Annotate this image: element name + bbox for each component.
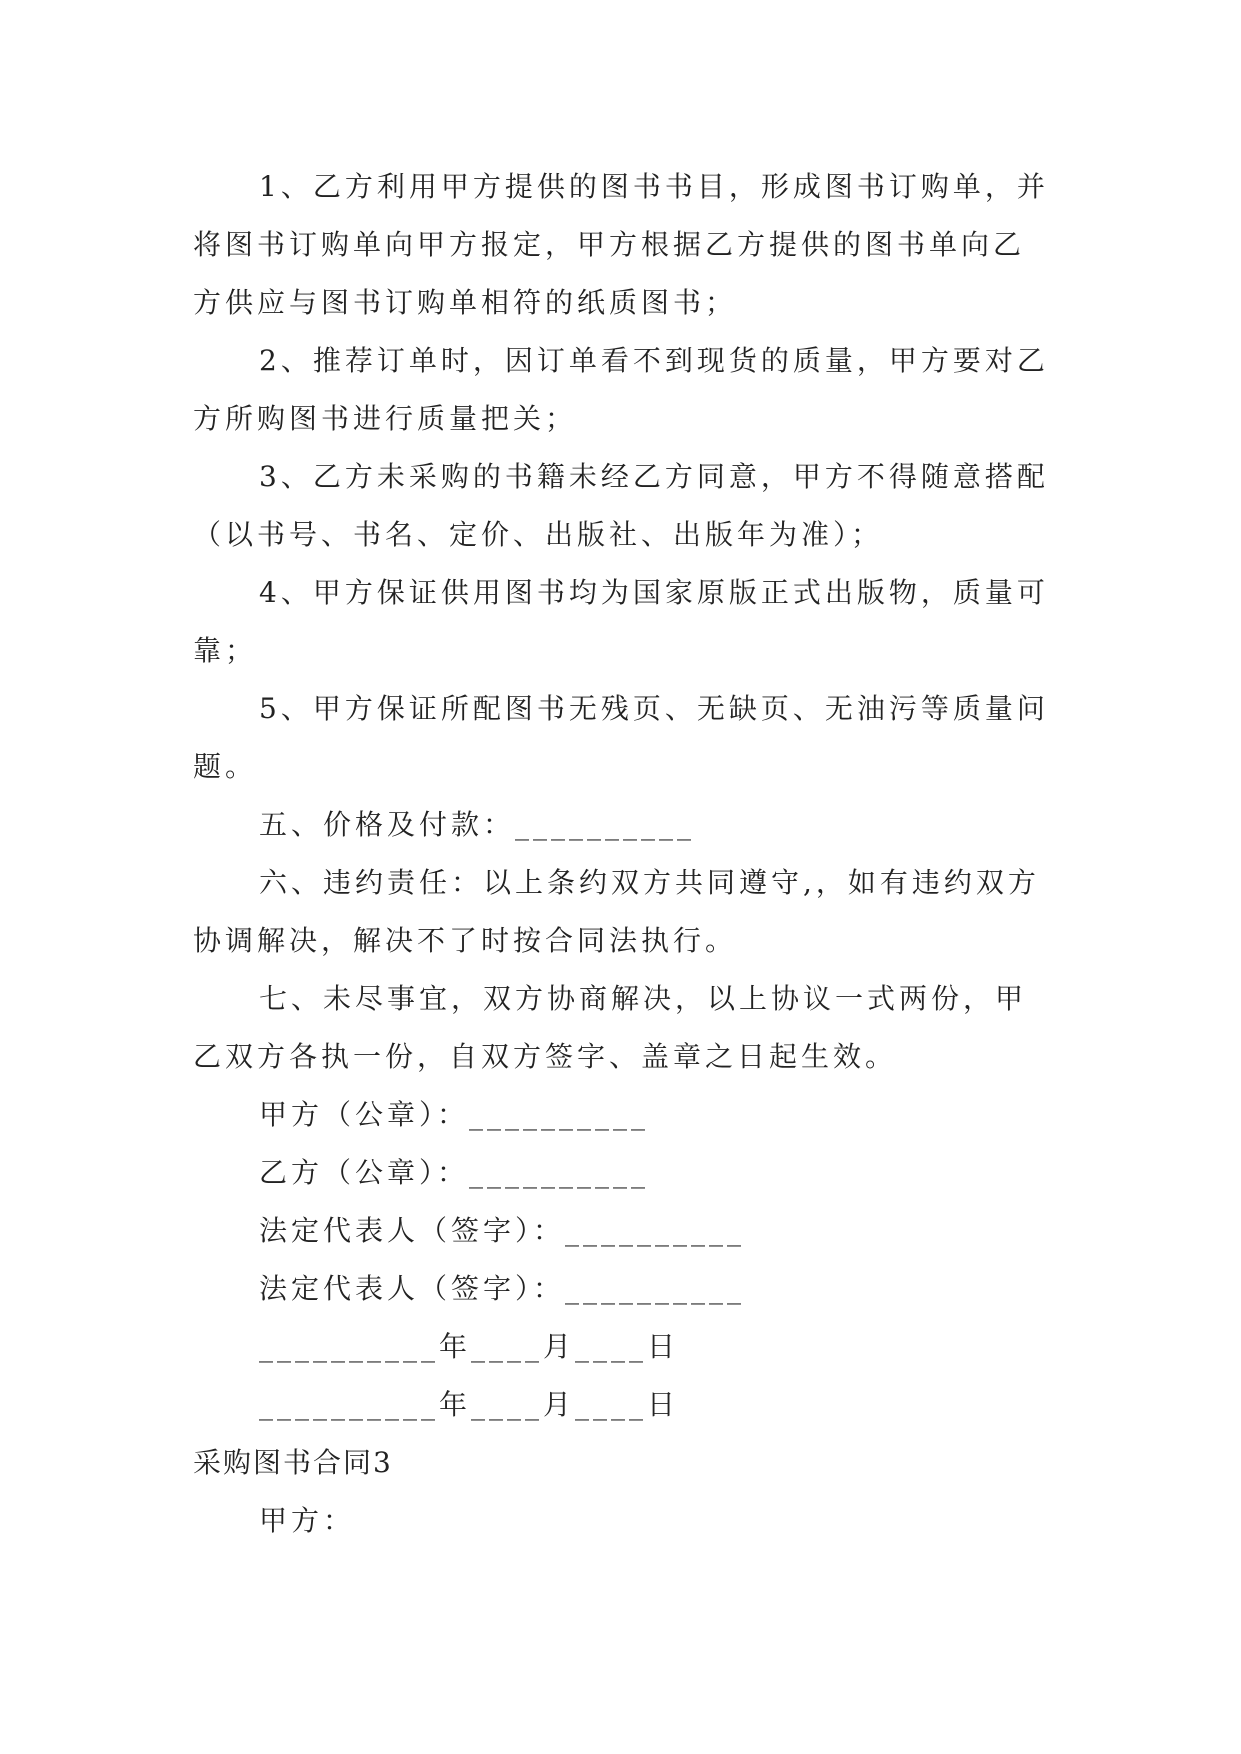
date-line-a: __________年____月____日 <box>259 1330 680 1363</box>
clause-2: 2、推荐订单时，因订单看不到现货的质量，甲方要对乙方所购图书进行质量把关； <box>193 344 1049 435</box>
document-page <box>193 158 1053 1550</box>
clause-5: 5、甲方保证所配图书无残页、无缺页、无油污等质量问题。 <box>193 692 1049 783</box>
signature-representative-a: 法定代表人（签字）：__________ <box>259 1214 746 1247</box>
signature-party-b: 乙方（公章）：__________ <box>259 1156 650 1189</box>
clause-1: 1、乙方利用甲方提供的图书书目，形成图书订购单，并将图书订购单向甲方报定，甲方根据乙方提供的图书单向乙方供应与图书订购单相符的纸质图书； <box>193 170 1049 319</box>
next-contract-title: 采购图书合同3 <box>193 1446 393 1479</box>
signature-representative-b: 法定代表人（签字）：__________ <box>259 1272 746 1305</box>
date-line-b: __________年____月____日 <box>259 1388 680 1421</box>
clause-4: 4、甲方保证供用图书均为国家原版正式出版物，质量可靠； <box>193 576 1049 667</box>
next-contract-party-a: 甲方： <box>259 1504 356 1537</box>
section-price-payment: 五、价格及付款：__________ <box>259 808 696 841</box>
section-misc: 七、未尽事宜，双方协商解决，以上协议一式两份，甲乙双方各执一份，自双方签字、盖章之日起生效。 <box>193 982 1028 1073</box>
signature-party-a: 甲方（公章）：__________ <box>259 1098 650 1131</box>
section-breach-liability: 六、违约责任：以上条约双方共同遵守,，如有违约双方协调解决，解决不了时按合同法执行。 <box>193 866 1040 957</box>
clause-3: 3、乙方未采购的书籍未经乙方同意，甲方不得随意搭配（以书号、书名、定价、出版社、出版年为准）； <box>193 460 1049 551</box>
